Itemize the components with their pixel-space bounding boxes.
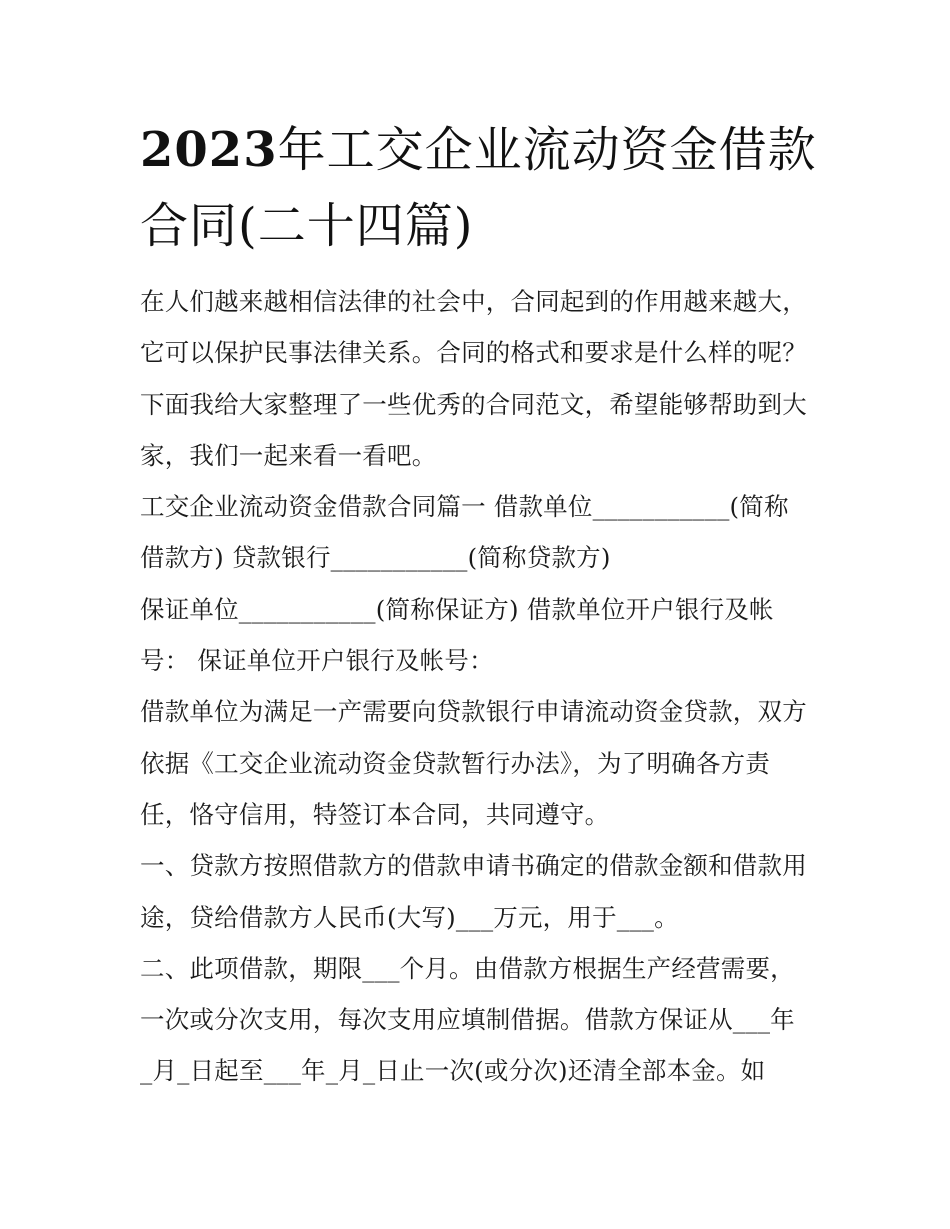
body-line: 二、此项借款，期限___个月。由借款方根据生产经营需要，: [140, 953, 795, 983]
body-line: 下面我给大家整理了一些优秀的合同范文，希望能够帮助到大: [140, 389, 807, 419]
body-line: 途，贷给借款方人民币(大写)___万元，用于___。: [140, 902, 679, 932]
title-year: 2023: [140, 122, 278, 178]
body-line: _月_日起至___年_月_日止一次(或分次)还清全部本金。如: [140, 1056, 766, 1086]
body-line: 号： 保证单位开户银行及帐号：: [140, 646, 494, 676]
title-line1-text: 年工交企业流动资金借款: [277, 122, 817, 178]
body-line: 在人们越来越相信法律的社会中，合同起到的作用越来越大，: [140, 287, 807, 316]
title-line2-text: 合同(二十四篇): [140, 198, 474, 254]
body-line: 任，恪守信用，特签订本合同，共同遵守。: [140, 799, 610, 829]
body-line: 家，我们一起来看一看吧。: [140, 440, 437, 470]
document-body: [140, 276, 820, 1097]
body-line: 一、贷款方按照借款方的借款申请书确定的借款金额和借款用: [140, 851, 807, 881]
body-line: 依据《工交企业流动资金贷款暂行办法》，为了明确各方责: [140, 748, 770, 778]
body-line: 借款单位为满足一产需要向贷款银行申请流动资金贷款，双方: [140, 697, 807, 727]
body-line: 借款方) 贷款银行___________(简称贷款方): [140, 543, 611, 573]
document-title: [140, 112, 820, 264]
body-line: 保证单位___________(简称保证方) 借款单位开户银行及帐: [140, 594, 774, 624]
body-line: 工交企业流动资金借款合同篇一 借款单位___________(简称: [140, 492, 789, 522]
body-line: 一次或分次支用，每次支用应填制借据。借款方保证从___年: [140, 1005, 795, 1035]
body-line: 它可以保护民事法律关系。合同的格式和要求是什么样的呢？: [140, 338, 807, 368]
